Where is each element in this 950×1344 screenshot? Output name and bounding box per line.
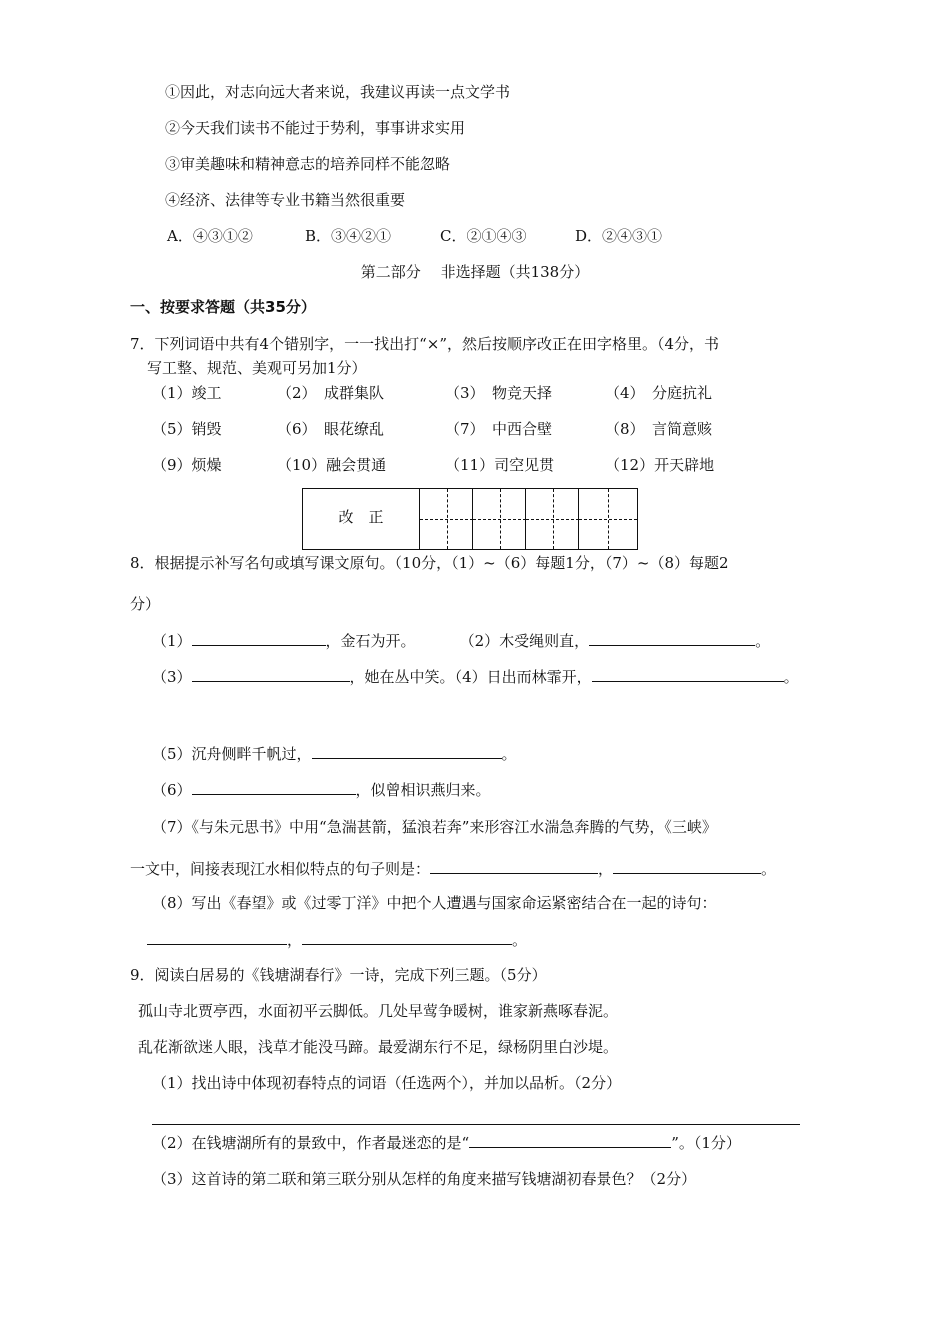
q7-stem-line2: 写工整、规范、美观可另加1分） bbox=[147, 359, 367, 377]
poem-line-1: 孤山寺北贾亭西，水面初平云脚低。几处早莺争暖树，谁家新燕啄春泥。 bbox=[138, 1002, 619, 1020]
option-d: D．②④③① bbox=[575, 227, 663, 245]
q7-words-row-1 bbox=[152, 383, 712, 403]
word-10: （10）融会贯通 bbox=[277, 456, 387, 474]
word-9: （9）烦燥 bbox=[152, 456, 222, 474]
blank-7b[interactable] bbox=[613, 859, 761, 874]
q8-stem: 8．根据提示补写名句或填写课文原句。（10分，（1）~（6）每题1分，（7）~（8）每题2 bbox=[130, 554, 729, 572]
q8-line-1: （1） ，金石为开。 （2）木受绳则直， 。 bbox=[152, 632, 771, 650]
q6-item-4: ④经济、法律等专业书籍当然很重要 bbox=[165, 191, 406, 209]
word-1: （1）竣工 bbox=[152, 384, 222, 402]
word-11: （11）司空见贯 bbox=[445, 456, 555, 474]
blank-3[interactable] bbox=[192, 667, 350, 682]
word-4: （4） 分庭抗礼 bbox=[605, 384, 713, 402]
blank-5[interactable] bbox=[312, 744, 502, 759]
word-3: （3） 物竞天择 bbox=[445, 384, 553, 402]
word-12: （12）开天辟地 bbox=[605, 456, 715, 474]
q8-line-8a: （8）写出《春望》或《过零丁洋》中把个人遭遇与国家命运紧密结合在一起的诗句： bbox=[152, 894, 717, 912]
q7-stem-line1: 7．下列词语中共有4个错别字，一一找出打“×”，然后按顺序改正在田字格里。（4分，书 bbox=[130, 335, 720, 353]
word-5: （5）销毁 bbox=[152, 420, 222, 438]
blank-7a[interactable] bbox=[430, 859, 598, 874]
correction-cell-4[interactable] bbox=[578, 489, 637, 549]
blank-4[interactable] bbox=[592, 667, 784, 682]
q9-sub-1: （1）找出诗中体现初春特点的词语（任选两个），并加以品析。（2分） bbox=[152, 1074, 622, 1092]
blank-6[interactable] bbox=[192, 780, 356, 795]
q7-words-row-3 bbox=[152, 455, 714, 475]
q8-line-7a: （7）《与朱元思书》中用“急湍甚箭，猛浪若奔”来形容江水湍急奔腾的气势，《三峡》 bbox=[152, 818, 717, 836]
correction-cell-3[interactable] bbox=[525, 489, 579, 549]
answer-line[interactable] bbox=[152, 1124, 800, 1125]
q9-stem: 9．阅读白居易的《钱塘湖春行》一诗，完成下列三题。（5分） bbox=[130, 966, 547, 984]
blank-2[interactable] bbox=[589, 631, 755, 646]
correction-cell-1[interactable] bbox=[419, 489, 473, 549]
q6-item-3: ③审美趣味和精神意志的培养同样不能忽略 bbox=[165, 155, 451, 173]
correction-label: 改 正 bbox=[338, 508, 384, 526]
word-8: （8） 言简意赅 bbox=[605, 420, 713, 438]
option-a: A．④③①② bbox=[167, 227, 253, 245]
q8-stem-cont: 分） bbox=[130, 595, 161, 613]
poem-line-2: 乱花渐欲迷人眼，浅草才能没马蹄。最爱湖东行不足，绿杨阴里白沙堤。 bbox=[138, 1038, 619, 1056]
option-b: B．③④②① bbox=[305, 227, 392, 245]
q8-line-6: （6） ，似曾相识燕归来。 bbox=[152, 781, 491, 799]
word-7: （7） 中西合壁 bbox=[445, 420, 553, 438]
q8-line-8b: ， 。 bbox=[147, 930, 527, 950]
word-6: （6） 眼花缭乱 bbox=[277, 420, 385, 438]
correction-grid bbox=[302, 488, 638, 550]
q8-line-5: （5）沉舟侧畔千帆过， 。 bbox=[152, 745, 517, 763]
q7-words-row-2 bbox=[152, 419, 712, 439]
correction-cell-2[interactable] bbox=[472, 489, 526, 549]
blank-8b[interactable] bbox=[302, 930, 512, 945]
blank-9[interactable] bbox=[469, 1133, 671, 1148]
q6-options bbox=[167, 226, 662, 246]
q6-item-1: ①因此，对志向远大者来说，我建议再读一点文学书 bbox=[165, 83, 511, 101]
blank-8a[interactable] bbox=[147, 930, 287, 945]
q8-line-2: （3） ，她在丛中笑。（4）日出而林霏开， 。 bbox=[152, 668, 799, 686]
q9-sub-3: （3）这首诗的第二联和第三联分别从怎样的角度来描写钱塘湖初春景色？（2分） bbox=[152, 1170, 697, 1188]
q6-item-2: ②今天我们读书不能过于势利，事事讲求实用 bbox=[165, 119, 466, 137]
part2-title: 第二部分 非选择题（共138分） bbox=[360, 263, 590, 281]
section1-title: 一、按要求答题（共35分） bbox=[130, 298, 316, 316]
q9-sub-2: （2）在钱塘湖所有的景致中，作者最迷恋的是“ ”。（1分） bbox=[152, 1134, 741, 1152]
q8-line-7b: 一文中，间接表现江水相似特点的句子则是： ， 。 bbox=[130, 860, 777, 878]
blank-1[interactable] bbox=[192, 631, 326, 646]
option-c: C．②①④③ bbox=[440, 227, 527, 245]
word-2: （2） 成群集队 bbox=[277, 384, 385, 402]
